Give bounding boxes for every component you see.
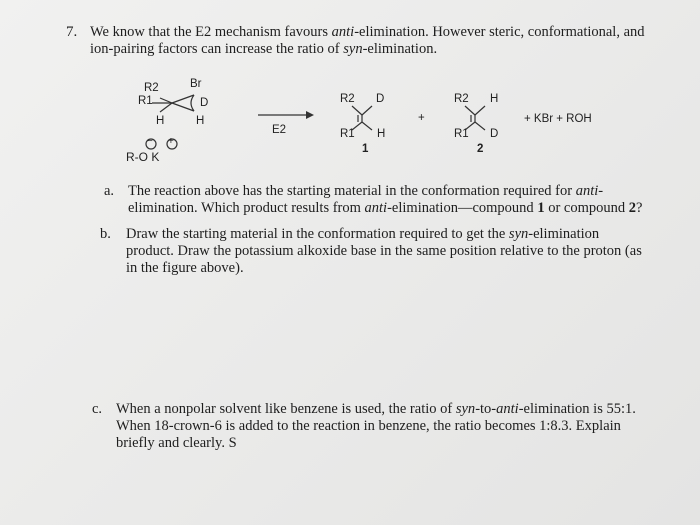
plus-charge: + bbox=[168, 136, 174, 147]
sm-d-label: D bbox=[200, 97, 209, 109]
p1-d-label: D bbox=[376, 93, 385, 105]
product-1-number: 1 bbox=[362, 143, 369, 155]
minus-charge: − bbox=[147, 136, 153, 147]
question-intro: We know that the E2 mechanism favours anti-elimination. However steric, conformational, and ion-pairing factors can increase the ratio of syn-elimination. bbox=[90, 24, 645, 57]
part-a-text: The reaction above has the starting material in the conformation required for anti-elimination. Which product results from anti-elimination—compound 1 or compound 2? bbox=[128, 183, 643, 216]
sm-h-right-label: H bbox=[196, 115, 205, 127]
p2-h-label: H bbox=[490, 93, 499, 105]
reaction-arrowhead bbox=[306, 111, 314, 119]
part-a-label: a. bbox=[104, 183, 115, 199]
sm-h-left-label: H bbox=[156, 115, 165, 127]
p1-r1-label: R1 bbox=[340, 128, 355, 140]
question-number: 7. bbox=[66, 24, 78, 40]
product-2-number: 2 bbox=[477, 143, 484, 155]
part-c-text: When a nonpolar solvent like benzene is used, the ratio of syn-to-anti-elimination is 55:1. When 18-crown-6 is added to the reaction in benzene, the ratio becomes 1:8.3. Explain briefly and clearly. S bbox=[116, 401, 636, 451]
sm-r1-label: R1 bbox=[138, 95, 153, 107]
plus-sign: + bbox=[418, 112, 425, 124]
base-alkoxide: R-O K bbox=[126, 150, 160, 164]
arrow-label: E2 bbox=[272, 124, 287, 136]
sm-br-label: Br bbox=[190, 78, 202, 90]
p2-r2-label: R2 bbox=[454, 93, 469, 105]
p1-h-label: H bbox=[377, 128, 386, 140]
part-b-text: Draw the starting material in the conformation required to get the syn-elimination product. Draw the potassium alkoxide base in the same position relative to the proton (as in the figure above). bbox=[126, 226, 642, 276]
byproducts: + KBr + ROH bbox=[524, 113, 592, 125]
p1-r2-label: R2 bbox=[340, 93, 355, 105]
p2-d-label: D bbox=[490, 128, 499, 140]
part-b-label: b. bbox=[100, 226, 111, 242]
part-c-label: c. bbox=[92, 401, 103, 417]
p2-r1-label: R1 bbox=[454, 128, 469, 140]
sm-r2-label: R2 bbox=[144, 82, 159, 94]
